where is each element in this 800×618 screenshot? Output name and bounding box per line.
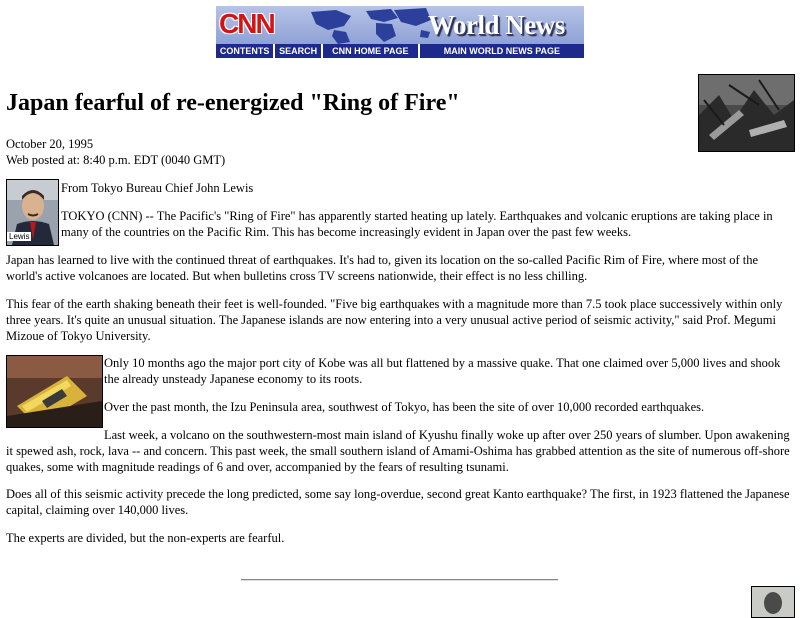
kobe-quake-photo[interactable]: [6, 355, 103, 428]
earthquake-rubble-photo[interactable]: [698, 74, 795, 152]
article-paragraph-1: TOKYO (CNN) -- The Pacific's "Ring of Fire" has apparently started heating up lately. Earthquakes and volcanic eruptions are taking place in many of the countries on the Pacific Rim. This has become increasingly evident in Japan over the past few weeks.: [61, 209, 773, 239]
horizontal-rule: [241, 579, 558, 581]
world-news-title: World News: [428, 10, 565, 40]
cnn-world-news-banner: [216, 6, 584, 58]
article-headline: Japan fearful of re-energized "Ring of Fire": [6, 90, 460, 116]
banner-map-header: [216, 6, 584, 44]
article-paragraph-5: Over the past month, the Izu Peninsula area, southwest of Tokyo, has been the site of over 10,000 recorded earthquakes.: [104, 400, 705, 414]
banner-nav-bar: [216, 44, 584, 58]
article-paragraph-4: Only 10 months ago the major port city of Kobe was all but flattened by a massive quake. That one claimed over 5,000 lives and shook the already unsteady Japanese economy to its roots.: [104, 356, 781, 386]
cnn-logo[interactable]: CNN: [219, 8, 274, 39]
bottom-portrait-photo[interactable]: [751, 586, 795, 618]
article-paragraph-8: The experts are divided, but the non-experts are fearful.: [6, 531, 285, 545]
article-paragraph-6: Last week, a volcano on the southwestern-most main island of Kyushu finally woke up after over 250 years of slumber. Upon awakening it spewed ash, rock, lava -- and concern. This past week, the small southern island of Amami-Oshima has grabbed attention as the site of numerous off-shore quakes, some with magnitude readings of 6 and over, accompanied by the fears of resulting tsunami.: [6, 428, 790, 474]
article-paragraph-3: This fear of the earth shaking beneath their feet is well-founded. "Five big earthquakes with a magnitude more than 7.5 took place successively within only three years. It's quite an unusual situation. The Japanese islands are now entering into a very unusual active period of seismic activity," said Prof. Megumi Mizoue of Tokyo University.: [6, 297, 783, 343]
article-paragraph-7: Does all of this seismic activity precede the long predicted, some say long-overdue, second great Kanto earthquake? The first, in 1923 flattened the Japanese capital, claiming over 140,000 lives.: [6, 487, 790, 517]
web-posted-time: Web posted at: 8:40 p.m. EDT (0040 GMT): [6, 153, 226, 167]
article-paragraph-2: Japan has learned to live with the continued threat of earthquakes. It's had to, given its location on the so-called Pacific Rim of Fire, where most of the world's active volcanoes are located. But when bulletins cross TV screens nationwide, their effect is no less chilling.: [6, 253, 759, 283]
cnn-home-page-link[interactable]: CNN HOME PAGE: [323, 44, 420, 58]
reporter-photo-caption: Lewis: [9, 232, 30, 241]
article-date: October 20, 1995: [6, 137, 94, 151]
main-world-news-page-link[interactable]: MAIN WORLD NEWS PAGE: [443, 46, 561, 56]
search-link[interactable]: SEARCH: [275, 44, 323, 58]
contents-link[interactable]: CONTENTS: [216, 44, 275, 58]
article-byline: From Tokyo Bureau Chief John Lewis: [61, 181, 254, 195]
